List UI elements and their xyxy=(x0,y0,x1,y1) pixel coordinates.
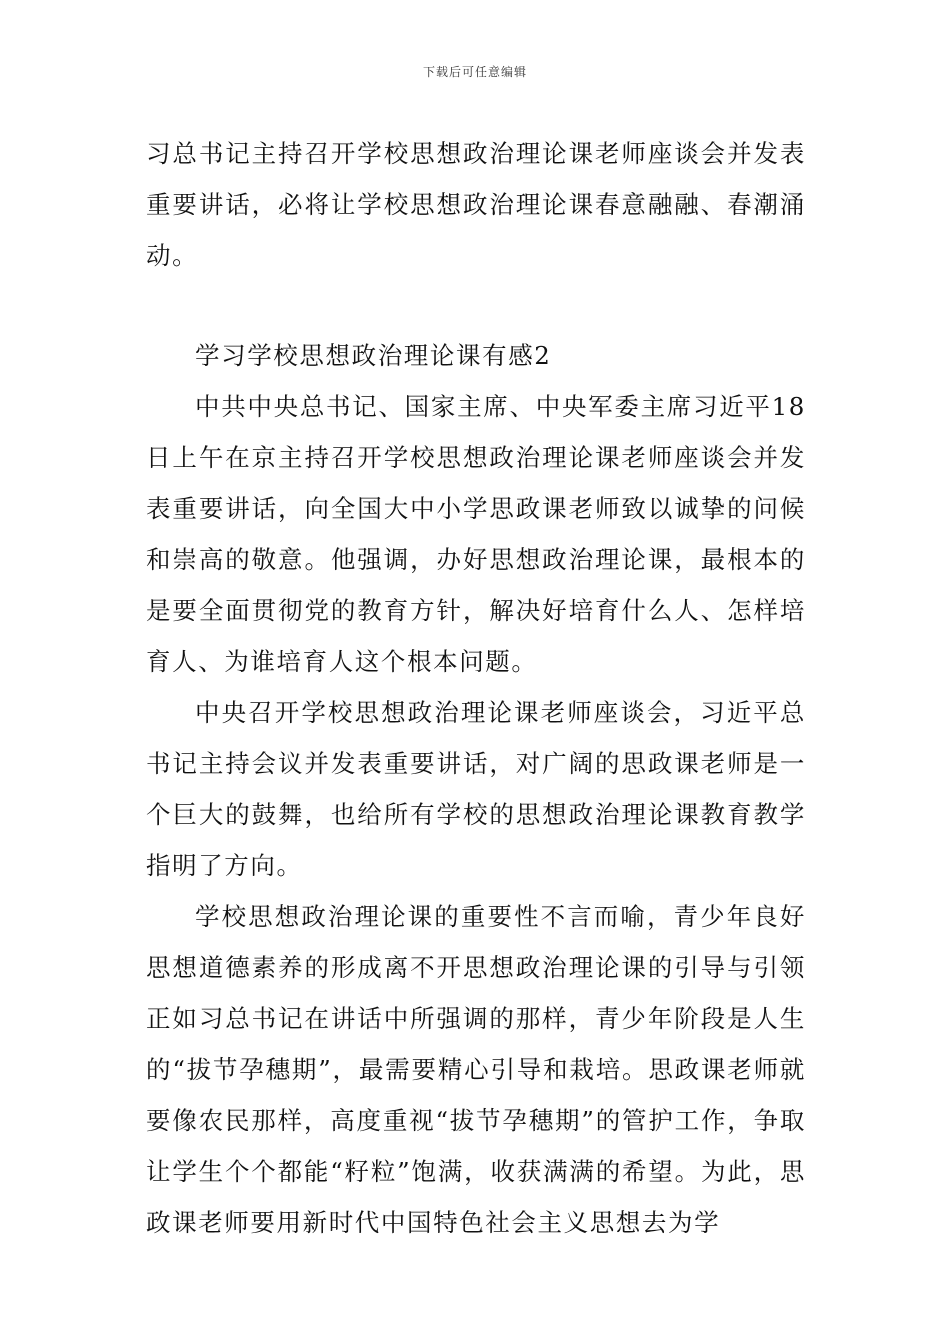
page-header-note: 下载后可任意编辑 xyxy=(422,65,527,79)
paragraph: 学校思想政治理论课的重要性不言而喻，青少年良好思想道德素养的形成离不开思想政治理论课的引导与引领正如习总书记在讲话中所强调的那样，青少年阶段是人生的“拔节孕穗期”，最需要精心引导和栽培。思政课老师就要像农民那样，高度重视“拔节孕穗期”的管护工作，争取让学生个个都能“籽粒”饱满，收获满满的希望。为此，思政课老师要用新时代中国特色社会主义思想去为学 xyxy=(146,902,806,1237)
paragraph: 中央召开学校思想政治理论课老师座谈会，习近平总书记主持会议并发表重要讲话，对广阔的思政课老师是一个巨大的鼓舞，也给所有学校的思想政治理论课教育教学指明了方向。 xyxy=(146,698,806,880)
paragraph: 中共中央总书记、国家主席、中央军委主席习近平18日上午在京主持召开学校思想政治理论课老师座谈会并发表重要讲话，向全国大中小学思政课老师致以诚挚的问候和崇高的敬意。他强调，办好思想政治理论课，最根本的是要全面贯彻党的教育方针，解决好培育什么人、怎样培育人、为谁培育人这个根本问题。 xyxy=(146,392,806,676)
paragraph-continued: 习总书记主持召开学校思想政治理论课老师座谈会并发表重要讲话，必将让学校思想政治理论课春意融融、春潮涌动。 xyxy=(146,139,806,270)
section-heading: 学习学校思想政治理论课有感2 xyxy=(195,341,552,370)
document-body xyxy=(146,128,806,1248)
